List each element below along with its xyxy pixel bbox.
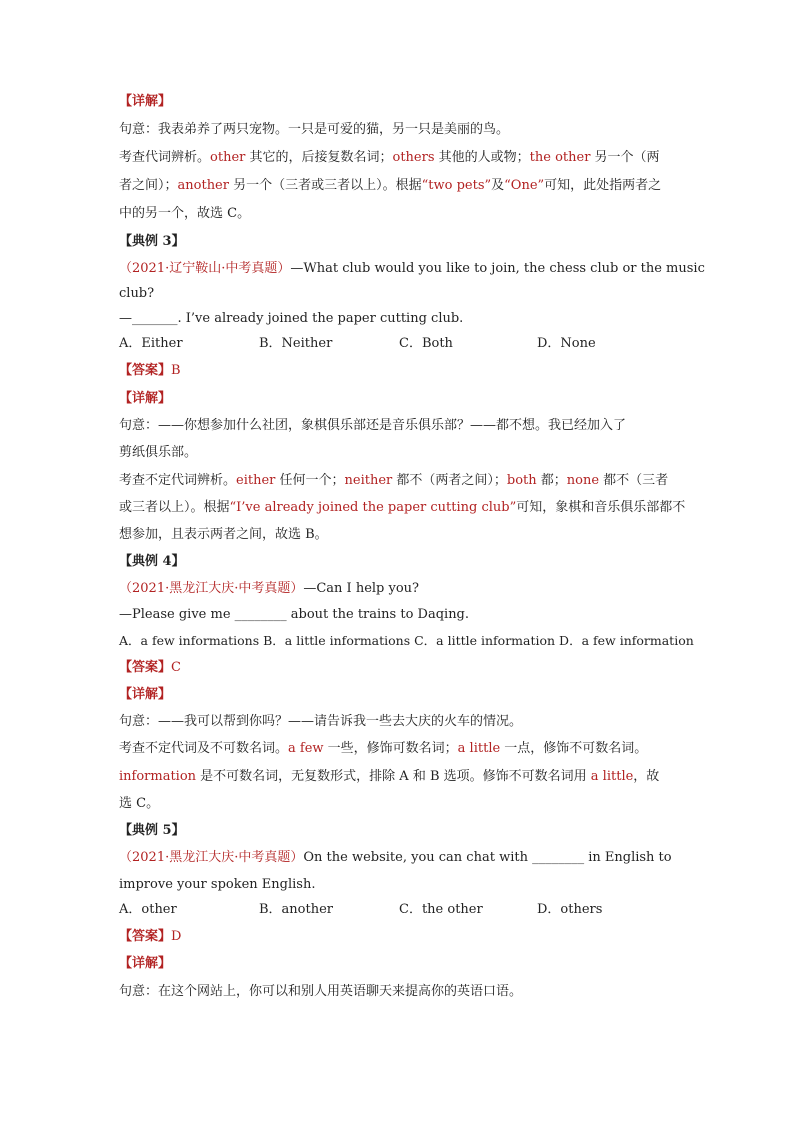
keyword: the other <box>529 150 591 165</box>
example-heading-3: 【典例 3】 <box>119 234 185 249</box>
options-row <box>119 900 602 920</box>
text: 其它的，后接复数名词； <box>245 150 393 165</box>
text: 考查不定代词及不可数名词。 <box>119 741 289 756</box>
answer-label: 【答案】 <box>119 929 172 944</box>
answer-value: D <box>171 929 182 944</box>
option-b: B．another <box>259 902 334 917</box>
keyword: a little <box>457 741 501 756</box>
example-heading-5: 【典例 5】 <box>119 823 185 838</box>
answer-value: C <box>171 660 181 675</box>
text: 考查不定代词辨析。 <box>119 473 237 488</box>
text: ，故 <box>633 769 660 784</box>
option-d: D．None <box>537 336 596 351</box>
keyword: a little <box>590 769 634 784</box>
question-line: improve your spoken English. <box>119 877 316 892</box>
keyword: neither <box>344 473 393 488</box>
text: 一点，修饰不可数名词。 <box>500 741 648 756</box>
text: 者之间）； <box>119 178 178 193</box>
keyword: both <box>506 473 537 488</box>
question-line <box>119 259 705 279</box>
question-text: On the website, you can chat with ________ in English to <box>303 850 672 865</box>
analysis-line: 想参加，且表示两者之间，故选 B。 <box>119 527 328 542</box>
text: 都； <box>536 473 567 488</box>
section-heading-explanation: 【详解】 <box>119 94 172 109</box>
question-text: —What club would you like to join, the chess club or the music <box>290 261 705 276</box>
question-line: —_______. I’ve already joined the paper cutting club. <box>119 311 464 326</box>
text: 考查代词辨析。 <box>119 150 211 165</box>
analysis-line <box>119 471 668 491</box>
analysis-line <box>119 176 661 196</box>
sentence-meaning: 剪纸俱乐部。 <box>119 445 198 460</box>
option-b: B．Neither <box>259 336 333 351</box>
answer-line <box>119 361 181 381</box>
source-tag: （2021·辽宁鞍山·中考真题） <box>119 261 291 276</box>
options-row <box>119 334 596 354</box>
answer-line <box>119 927 181 947</box>
keyword: another <box>177 178 229 193</box>
section-heading-explanation: 【详解】 <box>119 687 172 702</box>
text: 任何一个； <box>275 473 345 488</box>
text: 或三者以上）。根据 <box>119 500 230 515</box>
text: 是不可数名词，无复数形式，排除 A 和 B 选项。修饰不可数名词用 <box>196 769 591 784</box>
keyword: “two pets” <box>421 178 492 193</box>
keyword: either <box>236 473 276 488</box>
analysis-line: 选 C。 <box>119 796 160 811</box>
keyword: other <box>210 150 246 165</box>
analysis-line <box>119 498 685 518</box>
question-line <box>119 848 672 868</box>
option-c: C．Both <box>399 336 453 351</box>
option-d: D．others <box>537 902 603 917</box>
option-c: C．the other <box>399 902 483 917</box>
text: 都不（三者 <box>599 473 669 488</box>
sentence-meaning: 句意：——你想参加什么社团，象棋俱乐部还是音乐俱乐部？——都不想。我已经加入了 <box>119 418 627 433</box>
answer-label: 【答案】 <box>119 363 172 378</box>
sentence-meaning: 句意：——我可以帮到你吗？——请告诉我一些去大庆的火车的情况。 <box>119 714 523 729</box>
keyword: “I’ve already joined the paper cutting club” <box>229 500 517 515</box>
keyword: information <box>119 769 197 784</box>
text: 都不（两者之间）； <box>392 473 507 488</box>
question-line: club? <box>119 286 155 301</box>
analysis-line: 中的另一个，故选 C。 <box>119 206 251 221</box>
text: 可知，象棋和音乐俱乐部都不 <box>516 500 686 515</box>
keyword: “One” <box>504 178 545 193</box>
analysis-line <box>119 739 647 759</box>
answer-value: B <box>171 363 181 378</box>
text: 可知，此处指两者之 <box>544 178 662 193</box>
answer-line <box>119 658 181 678</box>
section-heading-explanation: 【详解】 <box>119 391 172 406</box>
source-tag: （2021·黑龙江大庆·中考真题） <box>119 850 304 865</box>
option-a: A．Either <box>119 336 183 351</box>
keyword: others <box>392 150 435 165</box>
text: 另一个（三者或三者以上）。根据 <box>228 178 422 193</box>
option-a: A．other <box>119 902 177 917</box>
options-row: A．a few informations B．a little informations C．a little information D．a few information <box>119 633 694 648</box>
text: 其他的人或物； <box>434 150 530 165</box>
analysis-line <box>119 767 659 787</box>
source-tag: （2021·黑龙江大庆·中考真题） <box>119 581 304 596</box>
keyword: none <box>566 473 600 488</box>
question-text: —Can I help you? <box>303 581 420 596</box>
text: 及 <box>491 178 505 193</box>
text: 一些，修饰可数名词； <box>323 741 458 756</box>
keyword: a few <box>288 741 324 756</box>
answer-label: 【答案】 <box>119 660 172 675</box>
sentence-meaning: 句意：我表弟养了两只宠物。一只是可爱的猫，另一只是美丽的鸟。 <box>119 122 510 137</box>
section-heading-explanation: 【详解】 <box>119 956 172 971</box>
example-heading-4: 【典例 4】 <box>119 554 185 569</box>
analysis-line <box>119 148 660 168</box>
question-line: —Please give me ________ about the trains to Daqing. <box>119 607 470 622</box>
question-line <box>119 579 419 599</box>
sentence-meaning: 句意：在这个网站上，你可以和别人用英语聊天来提高你的英语口语。 <box>119 984 523 999</box>
text: 另一个（两 <box>590 150 660 165</box>
